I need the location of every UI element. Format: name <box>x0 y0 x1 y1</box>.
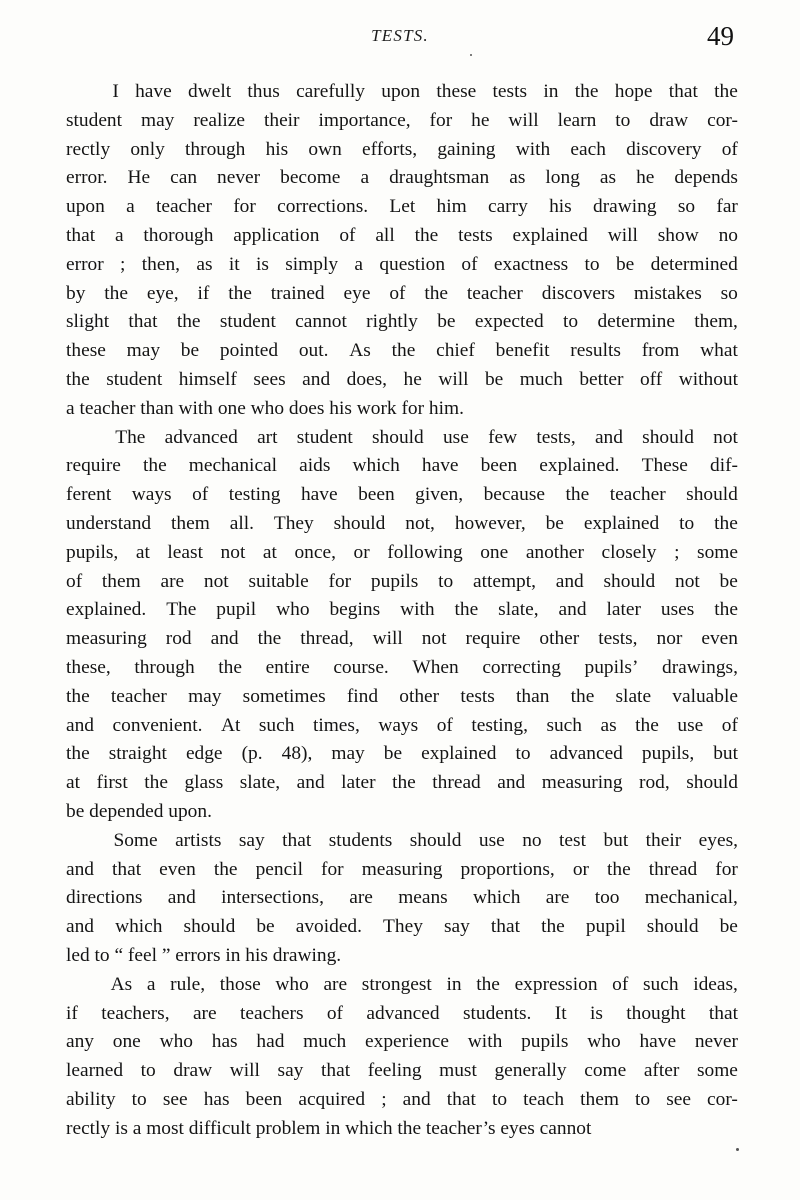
text-line: rectly is a most difficult problem in which the teacher’s eyes cannot <box>66 1117 592 1139</box>
page-number: 49 <box>707 21 734 51</box>
page-header <box>0 21 800 66</box>
text-line: error. He can never become a draughtsman as long as he depends <box>66 167 738 189</box>
text-line: if teachers, are teachers of advanced students. It is thought that <box>66 1002 738 1024</box>
text-line: and convenient. At such times, ways of testing, such as the use of <box>66 714 738 736</box>
text-line: be depended upon. <box>66 800 212 822</box>
text-line: measuring rod and the thread, will not require other tests, nor even <box>66 628 738 650</box>
text-line: explained. The pupil who begins with the slate, and later uses the <box>66 599 738 621</box>
ink-speck-bottom-icon <box>736 1148 739 1151</box>
text-line: directions and intersections, are means which are too mechanical, <box>66 887 738 909</box>
paragraph-4 <box>66 971 738 1144</box>
running-head: TESTS. <box>371 26 429 45</box>
text-line: Some artists say that students should use no test but their eyes, <box>113 829 738 851</box>
paragraph-1 <box>66 78 738 424</box>
text-line: student may realize their importance, for he will learn to draw cor- <box>66 109 738 131</box>
text-line: understand them all. They should not, however, be explained to the <box>66 512 738 534</box>
text-line: learned to draw will say that feeling must generally come after some <box>66 1060 738 1082</box>
body-text <box>66 78 738 1143</box>
text-line: and which should be avoided. They say that the pupil should be <box>66 916 738 938</box>
text-line: these may be pointed out. As the chief benefit results from what <box>66 340 738 362</box>
text-line: The advanced art student should use few tests, and should not <box>115 426 738 448</box>
text-line: by the eye, if the trained eye of the teacher discovers mistakes so <box>66 282 738 304</box>
text-line: upon a teacher for corrections. Let him carry his drawing so far <box>66 196 738 218</box>
text-line: ability to see has been acquired ; and that to teach them to see cor- <box>66 1088 738 1110</box>
text-line: I have dwelt thus carefully upon these tests in the hope that the <box>112 81 738 102</box>
text-line: rectly only through his own efforts, gaining with each discovery of <box>66 138 738 160</box>
text-line: of them are not suitable for pupils to attempt, and should not be <box>66 570 738 592</box>
paragraph-2 <box>66 424 738 827</box>
text-line: As a rule, those who are strongest in the expression of such ideas, <box>110 973 738 995</box>
text-line: at first the glass slate, and later the thread and measuring rod, should <box>66 772 738 794</box>
text-line: the straight edge (p. 48), may be explained to advanced pupils, but <box>66 743 738 765</box>
text-line: pupils, at least not at once, or following one another closely ; some <box>66 541 738 563</box>
text-line: require the mechanical aids which have been explained. These dif- <box>66 455 738 477</box>
text-line: the teacher may sometimes find other tests than the slate valuable <box>66 685 738 707</box>
paragraph-3 <box>66 827 738 971</box>
text-line: led to “ feel ” errors in his drawing. <box>66 944 342 966</box>
text-line: ferent ways of testing have been given, because the teacher should <box>66 484 738 506</box>
text-line: the student himself sees and does, he will be much better off without <box>66 368 738 390</box>
text-line: a teacher than with one who does his work for him. <box>66 397 464 419</box>
text-line: these, through the entire course. When correcting pupils’ drawings, <box>66 656 738 678</box>
text-line: any one who has had much experience with pupils who have never <box>66 1031 738 1053</box>
text-line: and that even the pencil for measuring proportions, or the thread for <box>66 858 738 880</box>
ink-speck-icon <box>470 54 472 56</box>
text-line: that a thorough application of all the tests explained will show no <box>66 224 738 246</box>
text-line: error ; then, as it is simply a question of exactness to be determined <box>66 253 738 275</box>
text-line: slight that the student cannot rightly be expected to determine them, <box>66 311 738 333</box>
